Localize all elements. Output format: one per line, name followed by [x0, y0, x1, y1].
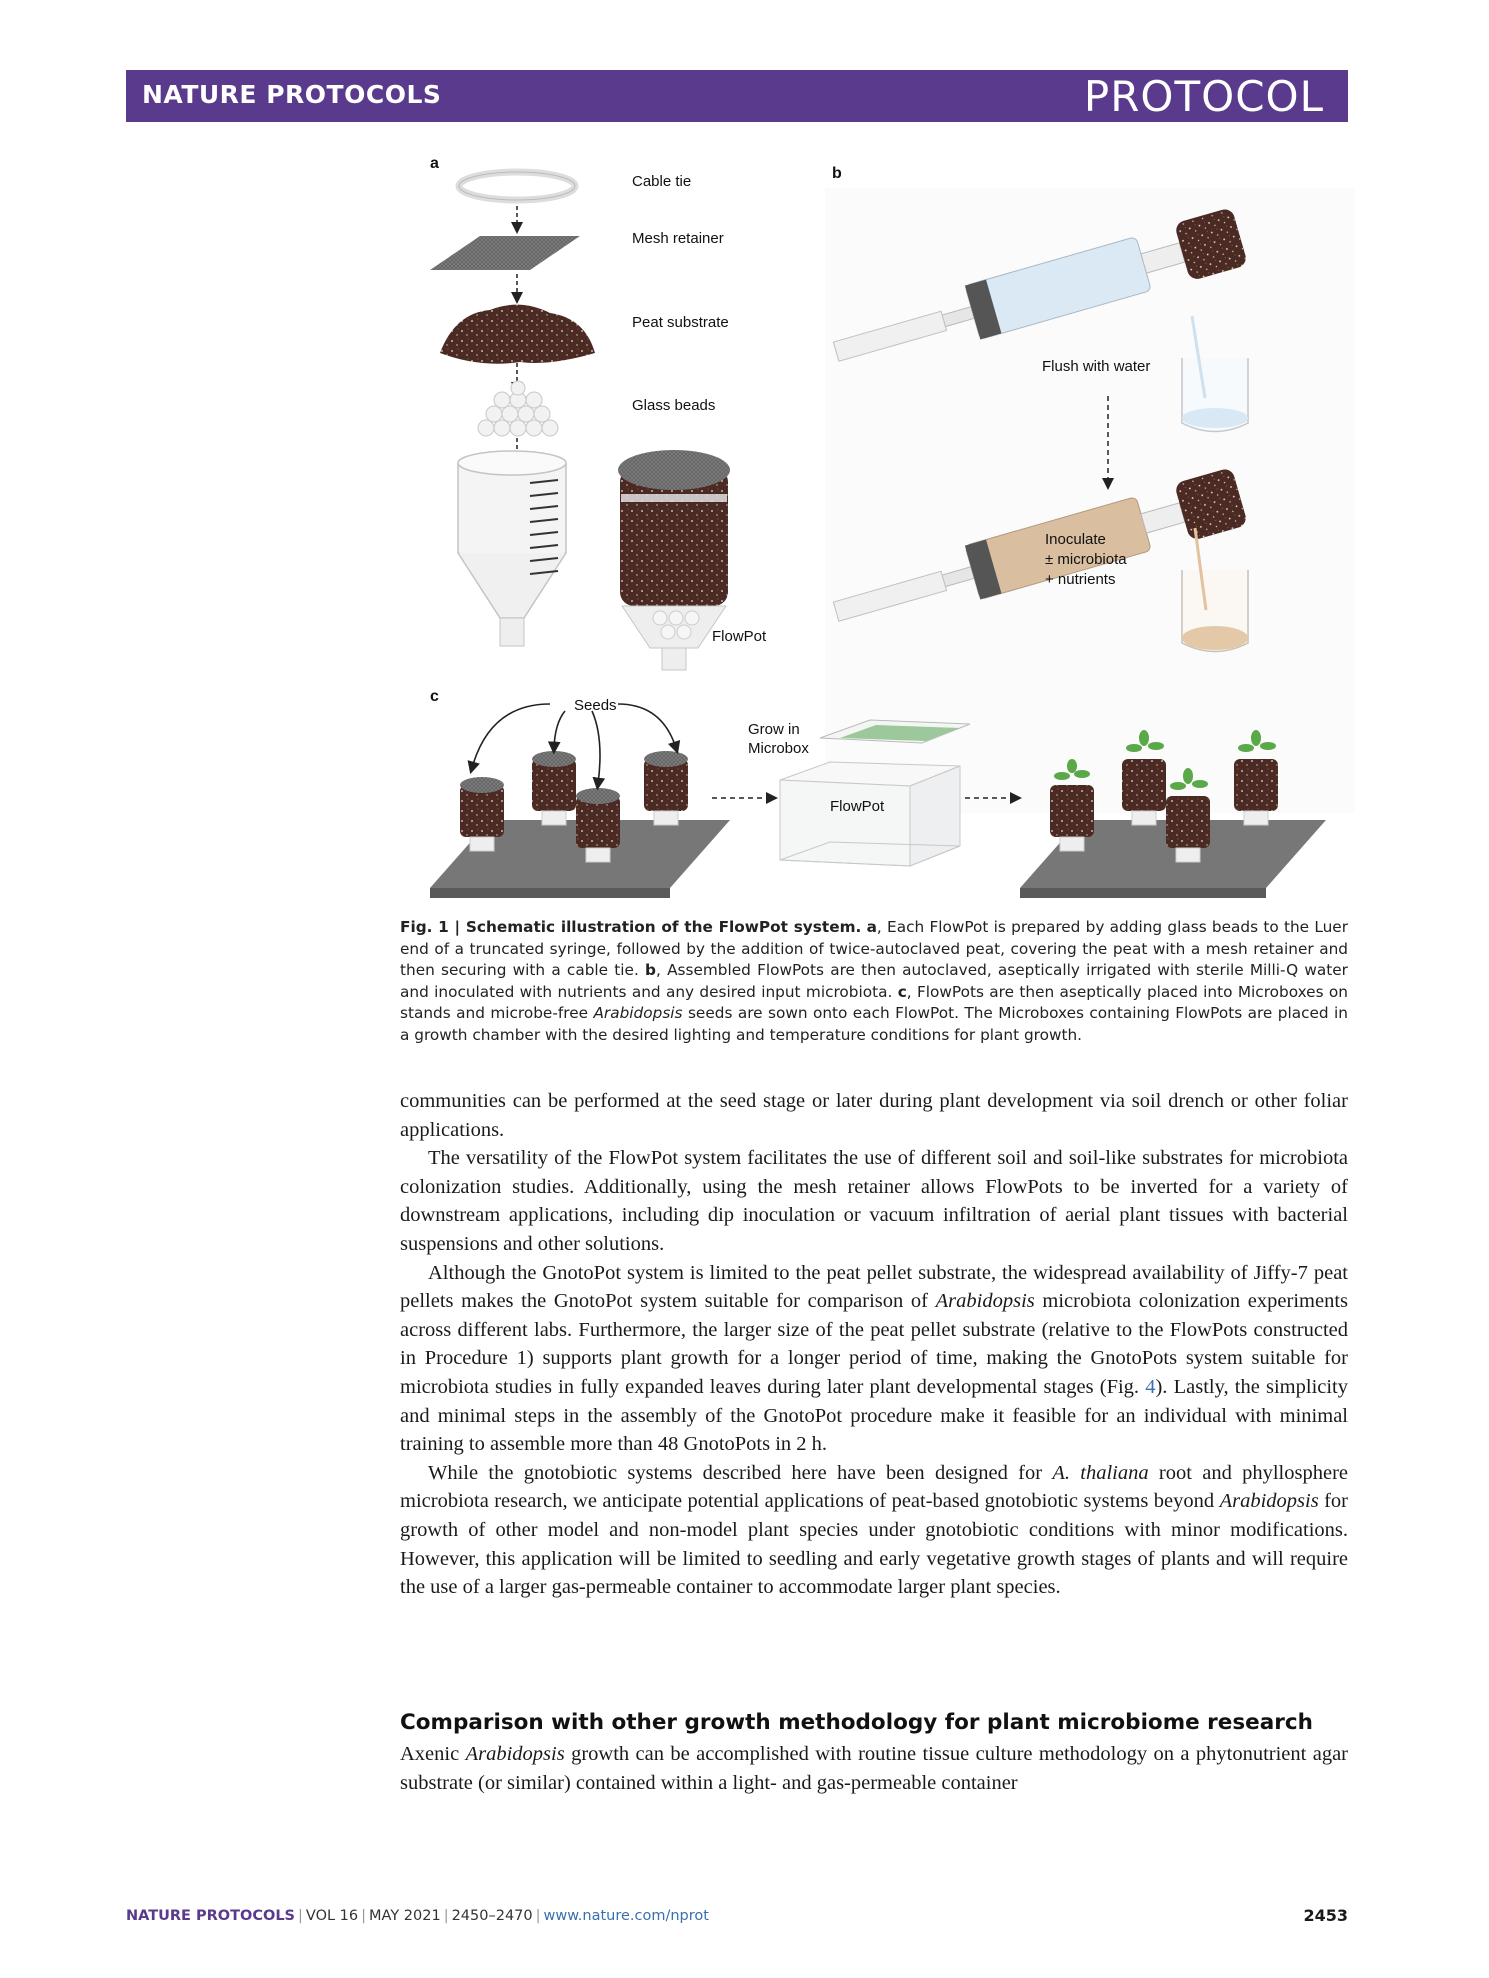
caption-label: Fig. 1 | Schematic illustration of the FlowPot system.: [400, 918, 862, 936]
journal-header-bar: [126, 70, 1348, 122]
figure-4-link[interactable]: 4: [1145, 1375, 1156, 1398]
svg-text:Microbox: Microbox: [748, 740, 809, 757]
svg-text:Grow in: Grow in: [748, 721, 800, 738]
article-type: PROTOCOL: [1083, 72, 1324, 121]
paragraph-2: The versatility of the FlowPot system facilitates the use of different soil and soil-like substrates for microbiota colonization studies. Additionally, using the mesh retainer allows FlowPots to be inverted for a variety of downstream applications, including dip inoculation or vacuum infiltration of aerial plant tissues with bacterial suspensions and other solutions.: [400, 1147, 1348, 1255]
paragraph-4: While the gnotobiotic systems described here have been designed for A. thaliana root and phyllosphere microbiota research, we anticipate potential applications of peat-based gnotobiotic systems beyond Arabidopsis for growth of other model and non-model plant species under gnotobiotic conditions with minor modifications. However, this application will be limited to seedling and early vegetative growth stages of plants and will require the use of a larger gas-permeable container to accommodate larger plant species.: [400, 1461, 1349, 1599]
label-peat-substrate: Peat substrate: [632, 314, 729, 331]
footer-journal: NATURE PROTOCOLS: [126, 1908, 296, 1924]
figure-caption: Fig. 1 | Schematic illustration of the FlowPot system. a, Each FlowPot is prepared by adding glass beads to the Luer end of a truncated syringe, followed by the addition of twice-autoclaved peat, covering the peat with a mesh retainer and then securing with a cable tie. b, Assembled FlowPots are then autoclaved, aseptically irrigated with sterile Milli-Q water and inoculated with nutrients and any desired input microbiota. c, FlowPots are then aseptically placed into Microboxes on stands and microbe-free Arabidopsis seeds are sown onto each FlowPot. The Microboxes containing FlowPots are placed in a growth chamber with the desired lighting and temperature conditions for plant growth.: [400, 918, 1348, 1044]
paragraph-3: Although the GnotoPot system is limited to the peat pellet substrate, the widespread availability of Jiffy-7 peat pellets makes the GnotoPot system suitable for comparison of Arabidopsis microbiota colonization experiments across different labs. Furthermore, the larger size of the peat pellet substrate (relative to the FlowPots constructed in Procedure 1) supports plant growth for a longer period of time, making the GnotoPots system suitable for microbiota studies in fully expanded leaves during later plant developmental stages (Fig. 4). Lastly, the simplicity and minimal steps in the assembly of the GnotoPot procedure make it feasible for an individual with minimal training to assemble more than 48 GnotoPots in 2 h.: [400, 1261, 1349, 1456]
mesh-retainer-illustration: [430, 236, 580, 270]
section-paragraph: Axenic Arabidopsis growth can be accomplished with routine tissue culture methodology on a phytonutrient agar substrate (or similar) contained within a light- and gas-permeable container: [400, 1743, 1348, 1794]
footer-url-link[interactable]: www.nature.com/nprot: [543, 1908, 709, 1924]
cable-tie-illustration: [459, 172, 575, 200]
section-heading: Comparison with other growth methodology for plant microbiome research: [400, 1710, 1313, 1735]
label-mesh-retainer: Mesh retainer: [632, 230, 724, 247]
glass-beads-illustration: [478, 381, 558, 436]
svg-text:Inoculate: Inoculate: [1045, 531, 1106, 548]
peat-substrate-illustration: [440, 305, 595, 364]
page-footer: NATURE PROTOCOLS | VOL 16 | MAY 2021 | 2450–2470 | www.nature.com/nprot: [126, 1908, 709, 1924]
footer-volume: VOL 16: [305, 1908, 359, 1924]
label-glass-beads: Glass beads: [632, 397, 716, 414]
svg-text:± microbiota: ± microbiota: [1045, 551, 1127, 568]
label-cable-tie: Cable tie: [632, 173, 692, 190]
svg-text:+ nutrients: + nutrients: [1045, 571, 1116, 588]
figure-1: [400, 148, 1360, 908]
journal-name: NATURE PROTOCOLS: [142, 80, 442, 109]
truncated-syringe-illustration: [458, 451, 566, 646]
paragraph-1: communities can be performed at the seed stage or later during plant development via soil drench or other foliar applications.: [400, 1090, 1348, 1141]
label-grow-in-microbox: [748, 721, 809, 757]
label-flowpot-box: FlowPot: [830, 798, 885, 815]
footer-pages: 2450–2470: [451, 1908, 533, 1924]
label-flush-with-water: Flush with water: [1042, 358, 1151, 375]
label-flowpot: FlowPot: [712, 628, 767, 645]
footer-date: MAY 2021: [369, 1908, 441, 1924]
panel-c-letter: c: [430, 688, 439, 705]
body-text: [400, 1087, 1348, 1602]
panel-a-letter: a: [430, 155, 439, 172]
page-number: 2453: [1303, 1906, 1348, 1925]
panel-b-letter: b: [832, 165, 842, 182]
label-seeds: Seeds: [574, 697, 617, 714]
